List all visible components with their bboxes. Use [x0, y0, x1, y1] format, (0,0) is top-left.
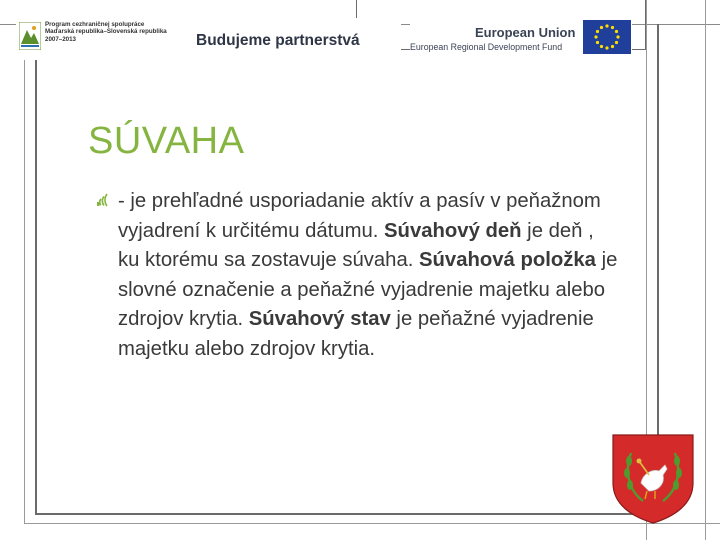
frame-line-bottom [35, 513, 658, 515]
frame-line-left [35, 24, 37, 514]
eu-title: European Union [475, 25, 576, 40]
term-balance-item: Súvahová položka [419, 249, 596, 271]
program-logo-strip [16, 18, 401, 60]
program-logo-icon [19, 22, 41, 50]
frame-line-left-outer [24, 60, 25, 524]
body-text-part-1: - je prehľadné usporiadanie aktív a pasív v peňažnom vyjadrení k určitému dátumu. [118, 190, 601, 242]
body-text-part-4: je peňažné vyjadrenie majetku alebo zdrojov krytia. [118, 308, 594, 360]
eu-logo [410, 20, 632, 54]
partnership-slogan: Budujeme partnerstvá [196, 32, 360, 49]
frame-line-right-edge [705, 0, 706, 540]
eu-flag-icon [583, 20, 631, 54]
program-text [45, 21, 195, 43]
body-paragraph [118, 187, 618, 364]
body-text-part-3: je slovné označenie a peňažné vyjadrenie majetku alebo zdrojov krytia. [118, 249, 618, 330]
eu-subtitle: European Regional Development Fund [410, 42, 563, 52]
signal-bullet-icon [96, 193, 114, 207]
term-balance-day: Súvahový deň [384, 219, 522, 242]
program-line-3: 2007–2013 [45, 35, 76, 43]
slide-title: SÚVAHA [88, 120, 245, 162]
body-text-part-2: je deň , ku ktorému sa zostavuje súvaha. [118, 219, 594, 271]
term-balance-state: Súvahový stav [248, 308, 391, 330]
program-line-2: Maďarská republika–Slovenská republika [45, 28, 167, 36]
coat-of-arms-icon [609, 431, 697, 525]
program-line-1: Program cezhraničnej spolupráce [45, 21, 145, 28]
